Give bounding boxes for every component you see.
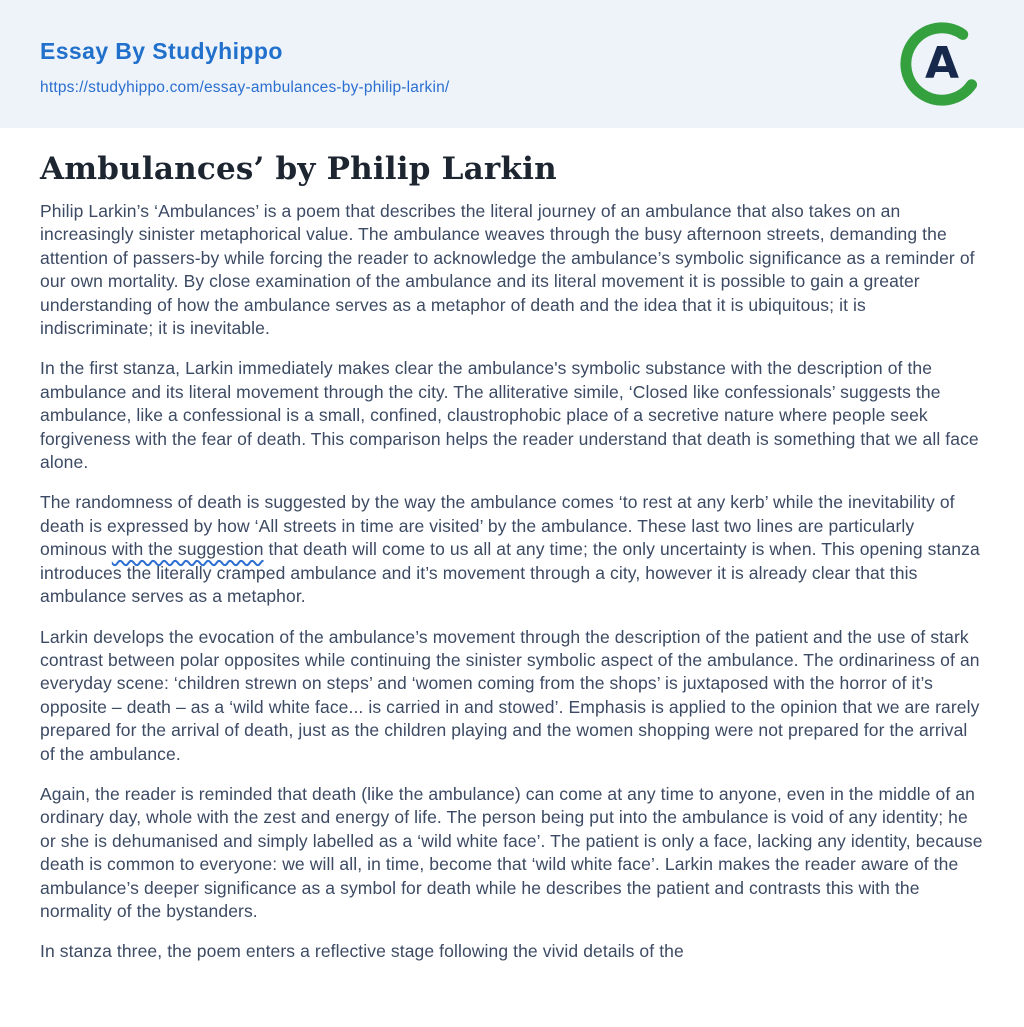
paragraph-text: that death will come to us all at any time; the only uncertainty is when. This opening stanza introduces the literally cramped ambulance and it’s movement through a city, however it is already clear that this ambulance serves as a metaphor. [40,539,980,607]
header-text-block [40,38,449,97]
essay-paragraph-3 [40,491,984,608]
spellcheck-underlined-text: with the suggestion [111,539,264,560]
brand-title: Essay By Studyhippo [40,38,283,64]
source-url-link[interactable]: https://studyhippo.com/essay-ambulances-by-philip-larkin/ [40,79,450,96]
essay-paragraph-5: Again, the reader is reminded that death (like the ambulance) can come at any time to anyone, even in the middle of an ordinary day, whole with the zest and energy of life. The person being put into the ambulance is void of any identity; he or she is dehumanised and simply labelled as a ‘wild white face’. The patient is only a face, lacking any identity, because death is common to everyone: we will all, in time, become that ‘wild white face’. Larkin makes the reader aware of the ambulance’s deeper significance as a symbol for death while he describes the patient and contrasts this with the normality of the bystanders. [40,783,983,921]
essay-paragraph-4: Larkin develops the evocation of the ambulance’s movement through the description of the patient and the use of stark contrast between polar opposites while continuing the sinister symbolic aspect of the ambulance. The ordinariness of an everyday scene: ‘children strewn on steps’ and ‘women coming from the shops’ is juxtaposed with the horror of it’s opposite – death – as a ‘wild white face... is carried in and stowed’. Emphasis is applied to the opinion that we are rarely prepared for the arrival of death, just as the children playing and the women shopping were not prepared for the arrival of the ambulance. [40,626,980,764]
essay-paragraph-1: Philip Larkin’s ‘Ambulances’ is a poem that describes the literal journey of an ambulance that also takes on an increasingly sinister metaphorical value. The ambulance weaves through the busy afternoon streets, demanding the attention of passers-by while forcing the reader to acknowledge the ambulance’s symbolic significance as a reminder of our own mortality. By close examination of the ambulance and its literal movement it is possible to gain a greater understanding of how the ambulance serves as a metaphor of death and the idea that it is ubiquitous; it is indiscriminate; it is inevitable. [40,201,975,339]
essay-content [0,151,1024,964]
essay-paragraph-2: In the first stanza, Larkin immediately makes clear the ambulance's symbolic substance with the description of the ambulance and its literal movement through the city. The alliterative simile, ‘Closed like confessionals’ suggests the ambulance, like a confessional is a small, confined, claustrophobic place of a secretive nature where people seek forgiveness with the fear of death. This comparison helps the reader understand that death is something that we all face alone. [40,358,979,473]
studyhippo-logo [900,22,984,106]
essay-paragraph-6: In stanza three, the poem enters a reflective stage following the vivid details of the [40,941,684,962]
essay-title: Ambulances’ by Philip Larkin [40,151,557,187]
paragraph-text: The randomness of death is suggested by the way the ambulance comes ‘to rest at any kerb’ while the inevitability of death is expressed by how ‘All streets in time are visited’ by the ambulance. These last two lines are particularly ominous [40,492,955,560]
logo-letter: A [924,37,960,89]
page-header [0,0,1024,128]
